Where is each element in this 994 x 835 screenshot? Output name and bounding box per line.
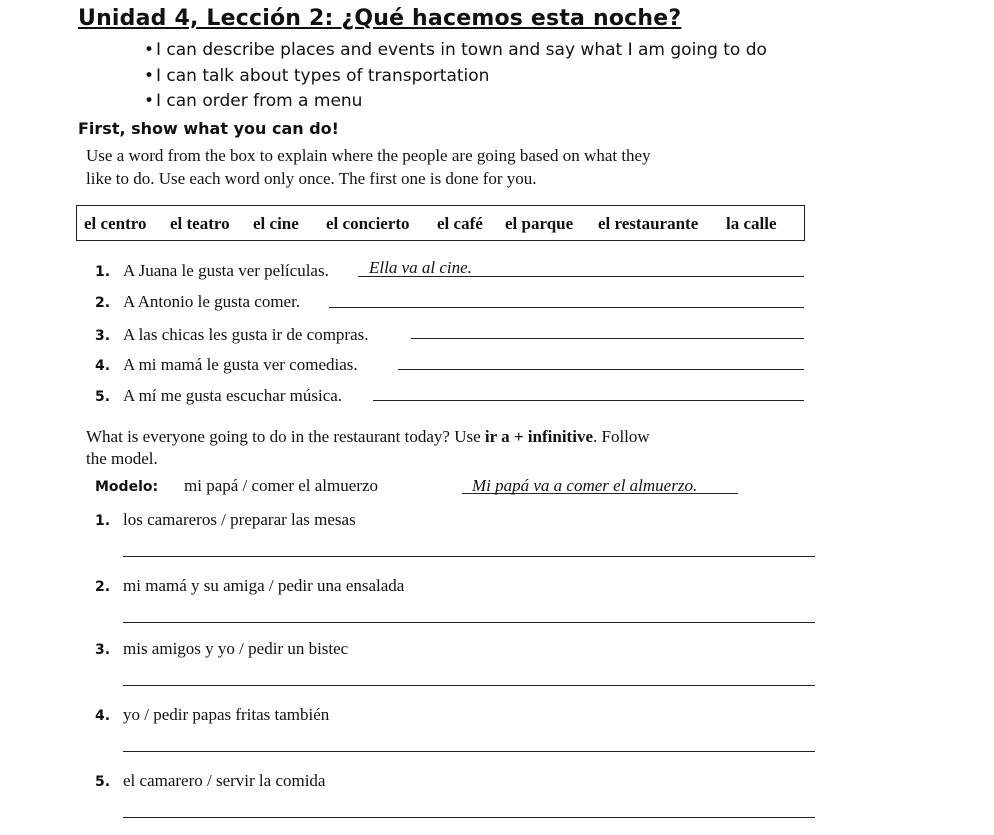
word-bank-item: el café <box>437 214 483 233</box>
answer-text: Ella va al cine. <box>369 258 472 277</box>
item-number: 1. <box>95 513 111 529</box>
item-number: 4. <box>95 358 111 374</box>
question-prompt: mi mamá y su amiga / pedir una ensalada <box>123 576 405 595</box>
word-bank-item: el concierto <box>326 214 410 233</box>
question-prompt: yo / pedir papas fritas también <box>123 705 330 724</box>
answer-line[interactable] <box>123 685 815 686</box>
item-number: 3. <box>95 328 111 344</box>
question-prompt: A las chicas les gusta ir de compras. <box>123 325 369 344</box>
answer-line[interactable] <box>123 622 815 623</box>
question-prompt: mis amigos y yo / pedir un bistec <box>123 639 349 658</box>
answer-line[interactable] <box>123 817 815 818</box>
instructions-line: What is everyone going to do in the restaurant today? Use ir a + infinitive. Follow <box>86 427 650 446</box>
question-prompt: A Antonio le gusta comer. <box>123 292 301 311</box>
goal-text: I can talk about types of transportation <box>156 66 490 86</box>
item-number: 2. <box>95 295 111 311</box>
instructions-line: the model. <box>86 449 158 468</box>
goal-item <box>144 40 767 60</box>
word-bank-item: el cine <box>253 214 299 233</box>
goal-text: I can describe places and events in town and say what I am going to do <box>156 40 767 60</box>
word-bank-item: la calle <box>726 214 777 233</box>
question-prompt: A Juana le gusta ver películas. <box>123 261 329 280</box>
answer-line[interactable] <box>373 400 804 401</box>
bullet-icon: • <box>144 91 155 111</box>
page-title: Unidad 4, Lección 2: ¿Qué hacemos esta noche? <box>78 6 682 31</box>
instructions-line: like to do. Use each word only once. The first one is done for you. <box>86 169 537 188</box>
item-number: 3. <box>95 642 111 658</box>
word-bank-item: el restaurante <box>598 214 699 233</box>
question-prompt: los camareros / preparar las mesas <box>123 510 356 529</box>
model-answer-line <box>462 493 738 494</box>
item-number: 2. <box>95 579 111 595</box>
item-number: 5. <box>95 389 111 405</box>
item-number: 1. <box>95 264 111 280</box>
word-bank-item: el centro <box>84 214 147 233</box>
question-prompt: A mi mamá le gusta ver comedias. <box>123 355 358 374</box>
bullet-icon: • <box>144 66 155 86</box>
goal-text: I can order from a menu <box>156 91 363 111</box>
answer-line[interactable] <box>398 369 804 370</box>
answer-line[interactable] <box>358 276 804 277</box>
model-answer: Mi papá va a comer el almuerzo. <box>472 476 698 495</box>
answer-line[interactable] <box>123 751 815 752</box>
item-number: 5. <box>95 774 111 790</box>
answer-line[interactable] <box>123 556 815 557</box>
bullet-icon: • <box>144 40 155 60</box>
word-bank-item: el parque <box>505 214 574 233</box>
instructions-line: Use a word from the box to explain where the people are going based on what they <box>86 146 651 165</box>
goal-item <box>144 91 362 111</box>
answer-line[interactable] <box>329 307 804 308</box>
answer-line[interactable] <box>411 338 804 339</box>
model-label: Modelo: <box>95 479 159 495</box>
goal-item <box>144 66 489 86</box>
item-number: 4. <box>95 708 111 724</box>
word-bank-item: el teatro <box>170 214 230 233</box>
section-heading: First, show what you can do! <box>78 119 339 138</box>
question-prompt: el camarero / servir la comida <box>123 771 326 790</box>
model-prompt: mi papá / comer el almuerzo <box>184 476 378 495</box>
question-prompt: A mí me gusta escuchar música. <box>123 386 343 405</box>
